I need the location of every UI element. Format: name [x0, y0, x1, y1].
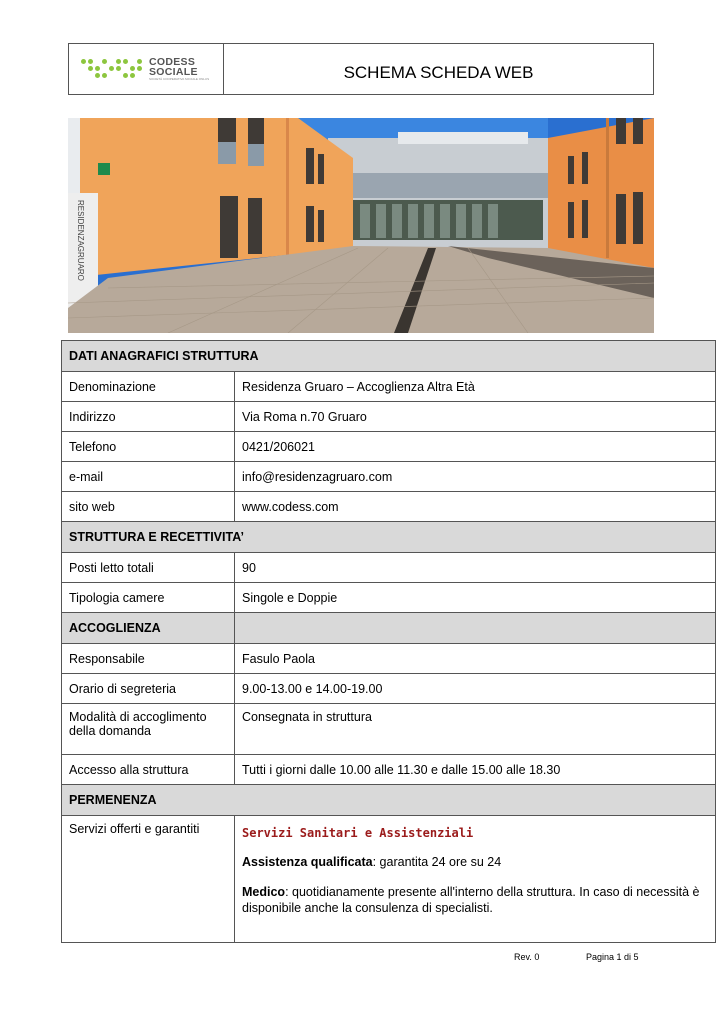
- table-row: [62, 462, 716, 492]
- footer-revision: Rev. 0: [514, 952, 540, 962]
- table-row: [62, 432, 716, 462]
- section-accoglienza: [62, 613, 716, 644]
- row-value: 90: [235, 553, 716, 583]
- table-row: [62, 674, 716, 704]
- table-row: [62, 704, 716, 755]
- table-row: [62, 402, 716, 432]
- row-value: Via Roma n.70 Gruaro: [235, 402, 716, 432]
- section-anagrafici: [62, 341, 716, 372]
- row-label: sito web: [62, 492, 235, 522]
- row-label: e-mail: [62, 462, 235, 492]
- section-title: ACCOGLIENZA: [62, 613, 235, 644]
- medico-paragraph: [242, 884, 708, 916]
- data-table: [61, 340, 716, 943]
- row-value: Tutti i giorni dalle 10.00 alle 11.30 e dalle 15.00 alle 18.30: [235, 755, 716, 785]
- row-label: Responsabile: [62, 644, 235, 674]
- table-row: [62, 372, 716, 402]
- row-value: Singole e Doppie: [235, 583, 716, 613]
- document-header: [68, 43, 654, 95]
- table-row: [62, 816, 716, 943]
- section-title: STRUTTURA E RECETTIVITA’: [62, 522, 716, 553]
- table-row: [62, 755, 716, 785]
- row-label: Orario di segreteria: [62, 674, 235, 704]
- sign-text: RESIDENZAGRUARO: [76, 200, 85, 281]
- logo-line2: SOCIALE: [149, 66, 198, 78]
- logo-cell: [69, 44, 224, 94]
- row-value: 9.00-13.00 e 14.00-19.00: [235, 674, 716, 704]
- row-label: Servizi offerti e garantiti: [62, 816, 235, 943]
- servizi-title: Servizi Sanitari e Assistenziali: [242, 826, 474, 840]
- medico-text: : quotidianamente presente all'interno della struttura. In caso di necessità è disponibile anche la consulenza di specialisti.: [242, 885, 700, 915]
- servizi-cell: [235, 816, 716, 943]
- row-value: Residenza Gruaro – Accoglienza Altra Età: [235, 372, 716, 402]
- table-row: [62, 644, 716, 674]
- assistenza-paragraph: [242, 854, 708, 870]
- section-permanenza: [62, 785, 716, 816]
- section-struttura: [62, 522, 716, 553]
- document-title: SCHEMA SCHEDA WEB: [343, 63, 534, 82]
- section-title: PERMENENZA: [62, 785, 716, 816]
- row-label: Posti letto totali: [62, 553, 235, 583]
- section-title: DATI ANAGRAFICI STRUTTURA: [62, 341, 716, 372]
- row-label: Telefono: [62, 432, 235, 462]
- building-photo: [68, 118, 654, 333]
- row-value: www.codess.com: [235, 492, 716, 522]
- row-value: Consegnata in struttura: [235, 704, 716, 755]
- row-label: Accesso alla struttura: [62, 755, 235, 785]
- table-row: [62, 583, 716, 613]
- table-row: [62, 492, 716, 522]
- row-value: info@residenzagruaro.com: [235, 462, 716, 492]
- medico-label: Medico: [242, 885, 286, 899]
- row-label: Tipologia camere: [62, 583, 235, 613]
- codess-logo-icon: [81, 59, 143, 79]
- assistenza-text: : garantita 24 ore su 24: [372, 855, 502, 869]
- logo-line1: CODESS: [149, 56, 196, 68]
- assistenza-label: Assistenza qualificata: [242, 855, 373, 869]
- logo-tagline: SOCIETÀ COOPERATIVA SOCIALE ONLUS: [149, 77, 210, 81]
- logo-text: [149, 57, 209, 81]
- row-value: 0421/206021: [235, 432, 716, 462]
- table-row: [62, 553, 716, 583]
- row-label: Indirizzo: [62, 402, 235, 432]
- section-empty-cell: [235, 613, 716, 644]
- row-label: Modalità di accoglimento della domanda: [62, 704, 235, 755]
- row-label: Denominazione: [62, 372, 235, 402]
- row-value: Fasulo Paola: [235, 644, 716, 674]
- footer-page-number: Pagina 1 di 5: [586, 952, 639, 962]
